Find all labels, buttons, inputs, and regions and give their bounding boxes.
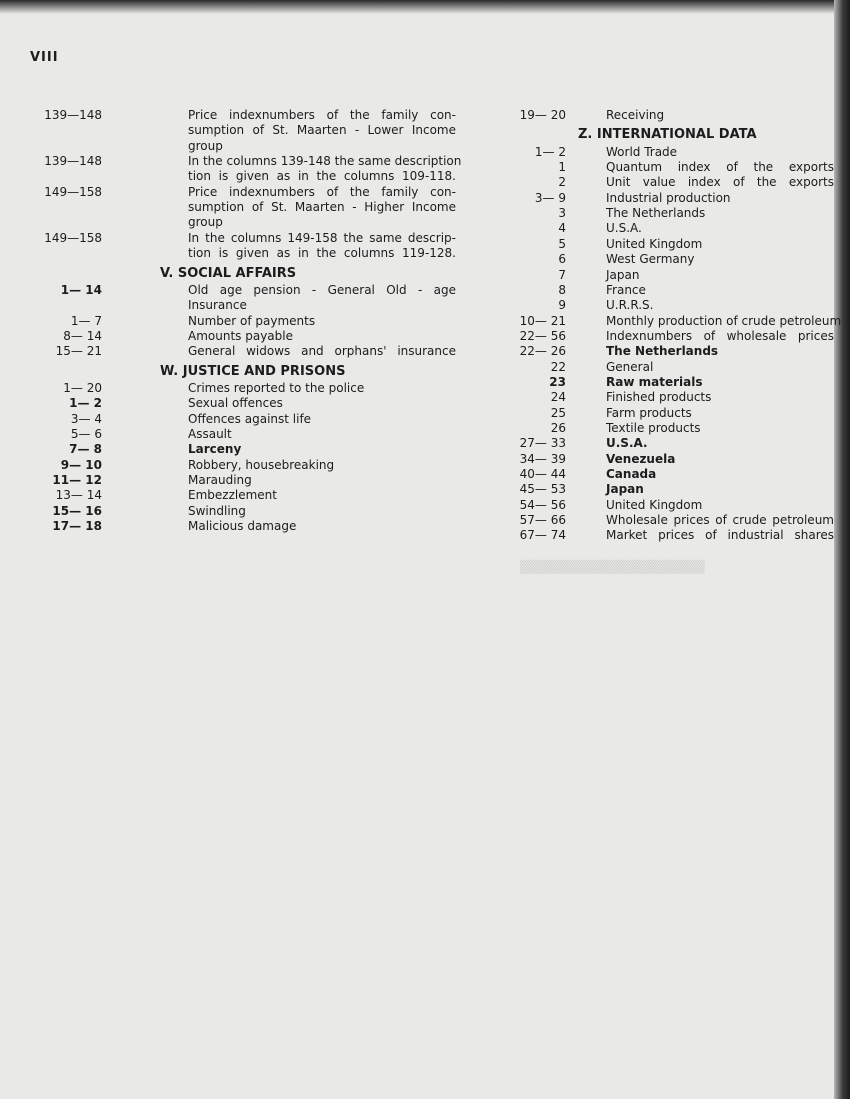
row-description: sumption of St. Maarten - Higher Income [188, 200, 456, 215]
column-range: 34— 39 [519, 451, 566, 466]
row-description: Finished products [606, 390, 712, 405]
row-description: Number of payments [188, 313, 316, 328]
column-range: 2 [558, 175, 566, 190]
index-row [0, 329, 850, 344]
column-range: 15— 16 [52, 503, 102, 518]
index-row [0, 283, 850, 298]
row-description: Canada [606, 467, 657, 482]
row-description: Assault [188, 427, 232, 441]
index-row [0, 145, 850, 160]
row-description: Larceny [188, 442, 242, 457]
column-range: 11— 12 [52, 473, 102, 488]
row-description: Raw materials [606, 374, 703, 389]
column-range: 139—148 [44, 154, 102, 169]
row-description: Quantum index of the exports [606, 160, 834, 175]
column-range: 26 [550, 421, 566, 435]
column-range: 5 [558, 236, 566, 251]
row-description: tion is given as in the columns 119-128. [188, 246, 456, 261]
column-range: 17— 18 [52, 519, 102, 534]
index-row [0, 482, 850, 497]
row-description: Old age pension - General Old - age [188, 282, 456, 297]
section-heading: Z. INTERNATIONAL DATA [578, 127, 757, 143]
index-row [0, 498, 850, 513]
column-range: 19— 20 [519, 108, 566, 122]
column-range: 67— 74 [519, 528, 566, 543]
index-row [0, 421, 850, 436]
index-row [0, 191, 850, 206]
index-row [0, 252, 850, 267]
row-description: General widows and orphans' insurance [188, 344, 456, 359]
index-row [0, 513, 850, 528]
column-range: 10— 21 [519, 313, 566, 328]
index-row [0, 265, 850, 283]
index-row [0, 360, 850, 375]
row-description: group [188, 138, 223, 153]
column-range: 45— 53 [519, 482, 566, 497]
row-description: tion is given as in the columns 109-118. [188, 169, 456, 184]
row-description: In the columns 149-158 the same descrip- [188, 230, 456, 245]
row-description: Offences against life [188, 411, 312, 426]
row-description: Wholesale prices of crude petroleum [606, 513, 834, 528]
index-row [0, 237, 850, 252]
row-description: Indexnumbers of wholesale prices [606, 328, 834, 343]
row-description: In the columns 139-148 the same description [188, 154, 462, 169]
column-range: 7 [558, 267, 566, 282]
row-description: West Germany [606, 252, 695, 267]
index-row [0, 452, 850, 467]
index-row [0, 390, 850, 405]
show-through-ghost: ▒▒▒▒▒▒▒▒▒▒▒▒▒▒▒▒▒▒▒▒ [520, 560, 705, 574]
column-range: 4 [558, 221, 566, 236]
column-range: 27— 33 [519, 436, 566, 451]
row-description: Embezzlement [188, 488, 277, 503]
column-range: 139—148 [44, 108, 102, 122]
column-range: 22— 26 [519, 344, 566, 359]
column-range: 8— 14 [63, 328, 102, 343]
row-description: Industrial production [606, 190, 731, 205]
row-description: Farm products [606, 405, 692, 420]
column-range: 13— 14 [55, 488, 102, 503]
column-range: 1 [558, 160, 566, 175]
index-row [0, 298, 850, 313]
column-range: 149—158 [44, 230, 102, 245]
section-heading: W. JUSTICE AND PRISONS [160, 363, 346, 379]
column-range: 1— 20 [63, 380, 102, 395]
column-range: 15— 21 [55, 344, 102, 359]
column-range: 6 [558, 252, 566, 267]
column-range: 54— 56 [519, 497, 566, 512]
index-row [0, 221, 850, 236]
index-row [0, 467, 850, 482]
row-description: Venezuela [606, 451, 676, 466]
column-range: 3 [558, 206, 566, 221]
row-description: The Netherlands [606, 206, 706, 221]
column-range: 57— 66 [519, 513, 566, 528]
index-row [0, 528, 850, 543]
column-range: 8 [558, 282, 566, 297]
column-range: 1— 14 [60, 282, 102, 297]
row-description: United Kingdom [606, 497, 703, 512]
row-description: Price indexnumbers of the family con- [188, 184, 456, 199]
index-row [0, 108, 850, 123]
row-description: Monthly production of crude petroleum [606, 313, 842, 328]
index-row [0, 344, 850, 359]
row-description: Unit value index of the exports [606, 175, 834, 190]
column-range: 24 [550, 390, 566, 405]
row-description: U.S.A. [606, 221, 642, 236]
row-description: Price indexnumbers of the family con- [188, 108, 456, 122]
row-description: Malicious damage [188, 519, 297, 534]
row-description: Amounts payable [188, 328, 293, 343]
row-description: sumption of St. Maarten - Lower Income [188, 123, 456, 138]
row-description: Sexual offences [188, 396, 283, 411]
row-description: Japan [606, 267, 640, 282]
row-description: Market prices of industrial shares [606, 528, 834, 543]
page-top-shadow [0, 0, 850, 14]
row-description: France [606, 282, 646, 297]
column-range: 1— 2 [534, 144, 566, 159]
column-range: 23 [549, 374, 566, 389]
index-row [0, 206, 850, 221]
row-description: Japan [606, 482, 644, 497]
column-range: 3— 9 [534, 190, 566, 205]
column-range: 149—158 [44, 184, 102, 199]
column-range: 1— 7 [70, 313, 102, 328]
index-row [0, 406, 850, 421]
column-range: 5— 6 [70, 427, 102, 441]
index-row [0, 436, 850, 451]
index-row [0, 375, 850, 390]
column-range: 9— 10 [60, 457, 102, 472]
index-row [0, 314, 850, 329]
row-description: group [188, 215, 223, 230]
column-range: 7— 8 [69, 442, 102, 457]
row-description: Insurance [188, 298, 247, 313]
row-description: General [606, 359, 654, 374]
column-range: 1— 2 [69, 396, 102, 411]
column-range: 40— 44 [519, 467, 566, 482]
row-description: The Netherlands [606, 344, 719, 359]
row-description: U.S.A. [606, 436, 648, 451]
row-description: U.R.R.S. [606, 298, 654, 313]
row-description: Marauding [188, 473, 252, 488]
row-description: Robbery, housebreaking [188, 457, 335, 472]
column-range: 3— 4 [70, 411, 102, 426]
page-number: VIII [30, 50, 59, 65]
row-description: Receiving [606, 108, 665, 122]
column-range: 9 [558, 298, 566, 313]
index-row [0, 160, 850, 175]
row-description: United Kingdom [606, 236, 703, 251]
row-description: Swindling [188, 503, 246, 518]
row-description: Textile products [606, 421, 701, 435]
row-description: World Trade [606, 144, 678, 159]
column-range: 22 [550, 359, 566, 374]
column-range: 25 [550, 405, 566, 420]
index-row [0, 175, 850, 190]
section-heading: V. SOCIAL AFFAIRS [160, 265, 297, 281]
row-description: Crimes reported to the police [188, 380, 365, 395]
column-range: 22— 56 [519, 328, 566, 343]
